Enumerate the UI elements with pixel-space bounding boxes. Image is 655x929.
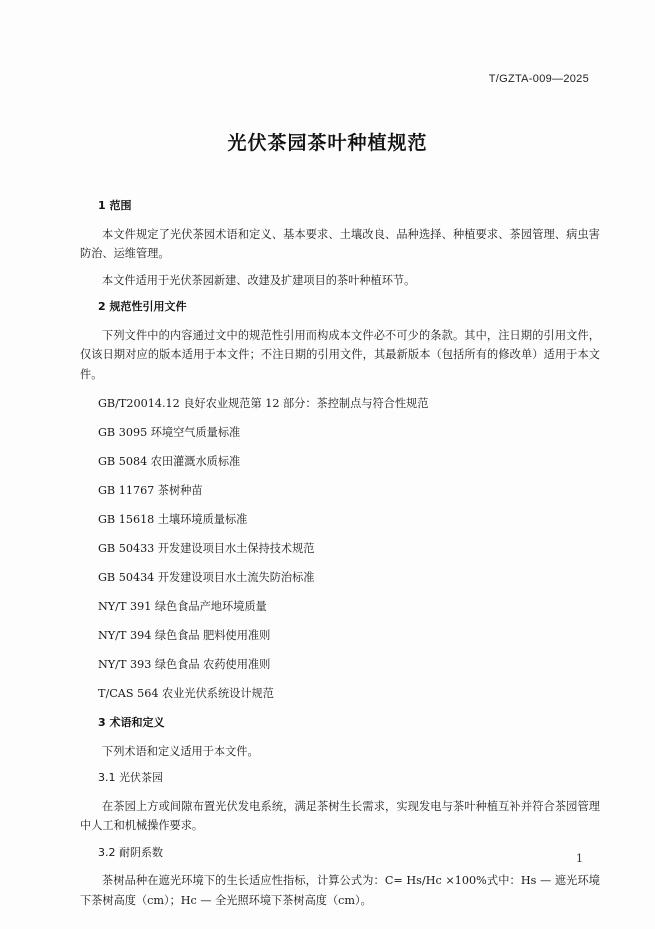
section-2-paragraph-1: 下列文件中的内容通过文中的规范性引用而构成本文件必不可少的条款。其中，注日期的引用文件，仅该日期对应的版本适用于本文件；不注日期的引用文件，其最新版本（包括所有的修改单）适用于本文件。 <box>80 328 600 381</box>
reference-item: GB 50433 开发建设项目水土保持技术规范 <box>98 542 315 555</box>
term-3-1-heading: 3.1 光伏茶园 <box>98 771 163 784</box>
section-3-heading: 3 术语和定义 <box>98 716 165 729</box>
section-3-intro: 下列术语和定义适用于本文件。 <box>102 744 259 758</box>
reference-item: GB 5084 农田灌溉水质标准 <box>98 455 241 468</box>
reference-item: GB 15618 土壤环境质量标准 <box>98 513 248 526</box>
document-title: 光伏茶园茶叶种植规范 <box>227 132 428 154</box>
section-1-paragraph-2: 本文件适用于光伏茶园新建、改建及扩建项目的茶叶种植环节。 <box>102 273 416 287</box>
reference-item: GB/T20014.12 良好农业规范第 12 部分：茶控制点与符合性规范 <box>98 397 429 410</box>
section-1-paragraph-1: 本文件规定了光伏茶园术语和定义、基本要求、土壤改良、品种选择、种植要求、茶园管理、病虫害防治、运维管理。 <box>80 227 600 260</box>
term-3-1-definition: 在茶园上方或间隙布置光伏发电系统，满足茶树生长需求，实现发电与茶叶种植互补并符合茶园管理中人工和机械操作要求。 <box>80 799 600 832</box>
reference-item: GB 11767 茶树种苗 <box>98 484 203 497</box>
document-body <box>80 196 600 917</box>
page-number: 1 <box>576 852 583 865</box>
section-1-heading: 1 范围 <box>98 199 132 212</box>
reference-item: T/CAS 564 农业光伏系统设计规范 <box>98 687 274 700</box>
reference-list <box>80 394 600 704</box>
term-3-2-heading: 3.2 耐阴系数 <box>98 845 163 859</box>
reference-item: NY/T 394 绿色食品 肥料使用准则 <box>98 629 271 642</box>
reference-item: GB 3095 环境空气质量标准 <box>98 426 241 439</box>
reference-item: NY/T 391 绿色食品产地环境质量 <box>98 600 267 613</box>
reference-item: NY/T 393 绿色食品 农药使用准则 <box>98 658 271 671</box>
document-code: T/GZTA-009—2025 <box>488 73 589 85</box>
reference-item: GB 50434 开发建设项目水土流失防治标准 <box>98 571 315 584</box>
term-3-2-definition: 茶树品种在遮光环境下的生长适应性指标，计算公式为：C= Hs/Hc ×100%式中：Hs — 遮光环境下茶树高度（cm）；Hc — 全光照环境下茶树高度（cm）。 <box>80 874 600 907</box>
section-2-heading: 2 规范性引用文件 <box>98 300 187 313</box>
